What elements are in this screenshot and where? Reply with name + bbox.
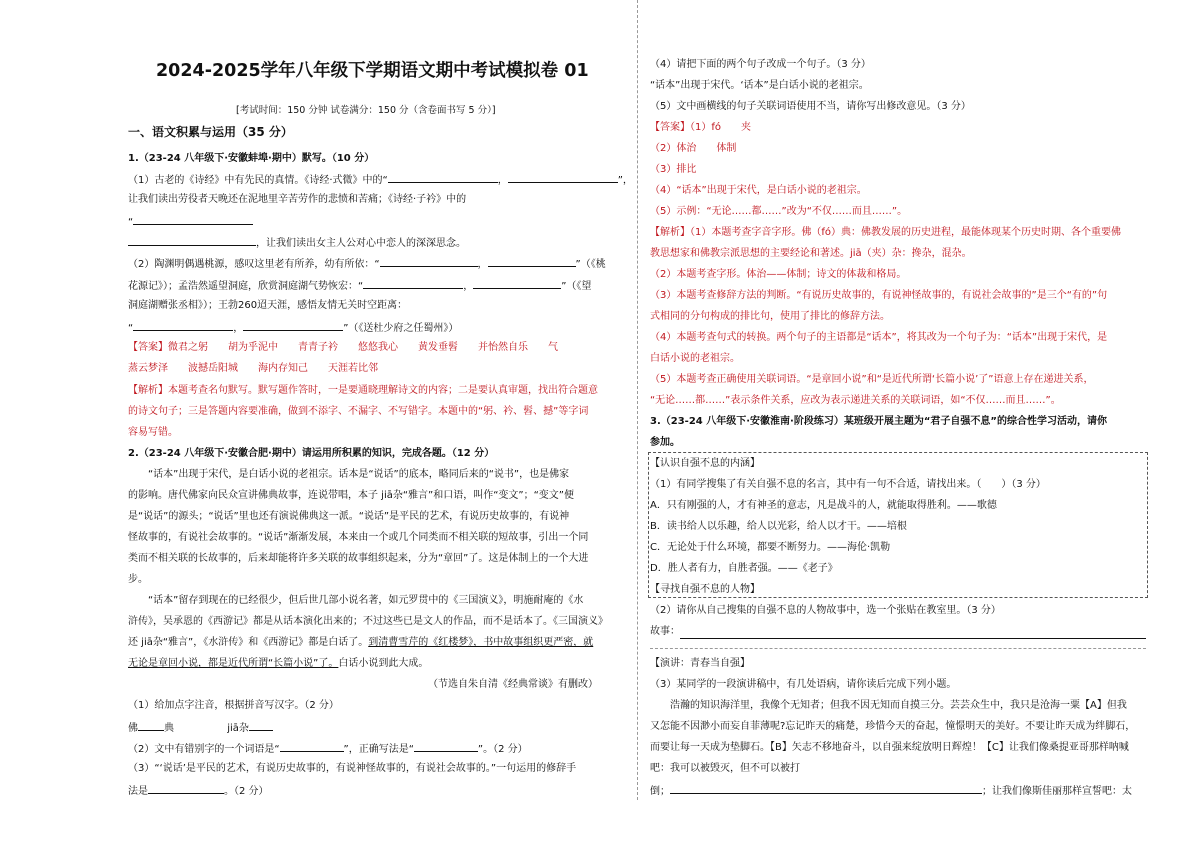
q1-line: （2）陶渊明偶遇桃源，感叹这里老有所养，幼有所依：“ ， ”（《桃 (128, 256, 606, 272)
q2-answer: （5）示例：“无论……都……”改为“不仅……而且……”。 (650, 206, 908, 217)
q1-line: “ (128, 214, 253, 230)
q3-sub3: （3）某同学的一段演讲稿中，有几处语病，请你读后完成下列小题。 (650, 679, 957, 690)
passage-line: “话本”留存到现在的已经很少，但后世几部小说名著，如元罗贯中的《三国演义》，明施耐庵的《水 (148, 595, 584, 606)
q1-line: 让我们读出劳役者天晚还在泥地里辛苦劳作的悲愤和苦痛；《诗经·子衿》中的 (128, 194, 467, 205)
passage-source: （节选自朱自清《经典常谈》有删改） (428, 679, 598, 690)
exam-info: [考试时间：150 分钟 试卷满分：150 分（含卷面书写 5 分）] (236, 105, 496, 116)
q2-sub1: （1）给加点字注音，根据拼音写汉字。（2 分） (128, 700, 339, 711)
q2-sub2: （2）文中有错别字的一个词语是“ ”，正确写法是“ ”。（2 分） (128, 741, 528, 757)
passage-line: 是“说话”的源头；“说话”里也还有演说佛典这一派。“说话”是平民的艺术，有说历史故事的，有说神 (128, 511, 570, 522)
speech-line: 而要让每一天成为垫脚石。【B】矢志不移地奋斗，以自强来绽放明日辉煌！【C】让我们像桑提亚哥那样呐喊 (650, 742, 1129, 753)
question-2-heading: 2.（23-24 八年级下·安徽合肥·期中）请运用所积累的知识，完成各题。（12 分） (128, 448, 495, 459)
passage-line: 浒传》，吴承恩的《西游记》都是从话本演化出来的；不过这些已是文人的作品，而不是话本了。《三国演义》 (128, 616, 608, 627)
speech-line: 倒； ；让我们像斯佳丽那样宣誓吧：太 (650, 783, 1132, 799)
q1-analysis: 容易写错。 (128, 427, 178, 438)
passage-line: 的影响。唐代佛家向民众宣讲佛典故事，连说带唱，本子 jiā杂“雅言”和口语，叫作“变文”；“变文”便 (128, 490, 574, 501)
q2-sub3: （3）“‘说话’是平民的艺术，有说历史故事的，有说神怪故事的，有说社会故事的。”一句运用的修辞手 (128, 763, 577, 774)
q1-answer: 【答案】微君之躬 胡为乎泥中 青青子衿 悠悠我心 黄发垂髫 并怡然自乐 气 (128, 342, 558, 353)
page-title: 2024-2025学年八年级下学期语文期中考试模拟卷 01 (156, 61, 589, 81)
q1-analysis: 【解析】本题考查名句默写。默写题作答时，一是要通晓理解诗文的内容；二是要认真审题，找出符合题意 (128, 385, 598, 396)
q2-analysis: 白话小说的老祖宗。 (650, 353, 740, 364)
q2-sub3: 法是 。（2 分） (128, 783, 269, 799)
q2-analysis: 式相同的分句构成的排比句，使用了排比的修辞方法。 (650, 311, 890, 322)
option-c: C．无论处于什么环境，都要不断努力。——海伦·凯勒 (650, 542, 891, 553)
q1-answer: 蒸云梦泽 波撼岳阳城 海内存知己 天涯若比邻 (128, 363, 378, 374)
question-1-heading: 1.（23-24 八年级下·安徽蚌埠·期中）默写。（10 分） (128, 153, 375, 164)
q2-answer: （2）体治 体制 (650, 143, 737, 154)
question-3-heading: 3.（23-24 八年级下·安徽淮南·阶段练习）某班级开展主题为“君子自强不息”的综合性学习活动，请你 (650, 416, 1107, 427)
speech-line: 吧：我可以被毁灭，但不可以被打 (650, 763, 800, 774)
story-line (680, 638, 1146, 639)
activity-heading: 【寻找自强不息的人物】 (650, 584, 760, 595)
passage-line: 还 jiā杂“雅言”，《水浒传》和《西游记》都是白话了。到清曹雪芹的《红楼梦》，书中故事组织更严密，就 (128, 637, 594, 648)
q2-answer: （3）排比 (650, 164, 697, 175)
q2-analysis: “无论……都……”表示条件关系，应改为表示递进关系的关联词语，如“不仅……而且……”。 (650, 395, 1061, 406)
option-a: A．只有刚强的人，才有神圣的意志，凡是战斗的人，就能取得胜利。——歌德 (650, 500, 997, 511)
column-divider (637, 0, 639, 800)
q1-analysis: 的诗文句子；三是答题内容要准确，做到不添字、不漏字、不写错字。本题中的“躬、衿、髫、撼”等字词 (128, 406, 589, 417)
passage-line: 类而不相关联的长故事的，后来却能将许多关联的故事组织起来，分为“章回”了。这是体制上的一个大进 (128, 553, 589, 564)
q3-sub2: （2）请你从自己搜集的自强不息的人物故事中，选一个张贴在教室里。（3 分） (650, 605, 1001, 616)
q1-line: “ ， ”（《送杜少府之任蜀州》） (128, 320, 458, 336)
q2-sub1-blanks: 佛 典 jiā杂 (128, 720, 273, 736)
q2-sub4: （4）请把下面的两个句子改成一个句子。（3 分） (650, 59, 871, 70)
q2-analysis: （4）本题考查句式的转换。两个句子的主语都是“话本”，将其改为一个句子为：“话本”出现于宋代，是 (650, 332, 1108, 343)
passage-line: 无论是章回小说，都是近代所谓“长篇小说”了。白话小说到此大成。 (128, 658, 429, 669)
q2-analysis: （5）本题考查正确使用关联词语。“是章回小说”和“是近代所谓‘长篇小说’了”语意上存在递进关系， (650, 374, 1094, 385)
q2-analysis: （3）本题考查修辞方法的判断。“有说历史故事的，有说神怪故事的，有说社会故事的”是三个“有的”句 (650, 290, 1108, 301)
speech-line: 浩瀚的知识海洋里，我像个无知者；但我不因无知而自摸三分。芸芸众生中，我只是沧海一粟【A】但我 (670, 700, 1127, 711)
q1-line: 洞庭湖赠张丞相》）；王勃260迢天涯，感悟友情无关时空距离： (128, 300, 408, 311)
section-heading: 一、语文积累与运用（35 分） (128, 125, 293, 139)
q1-line: ，让我们读出女主人公对心中恋人的深深思念。 (128, 235, 466, 251)
question-3-heading: 参加。 (650, 437, 680, 448)
option-d: D．胜人者有力，自胜者强。——《老子》 (650, 563, 838, 574)
q2-answer: 【答案】（1）fó 夹 (650, 122, 752, 133)
separator (650, 648, 1146, 649)
speech-line: 又怎能不因渺小而妄自菲薄呢?忘记昨天的痛楚，珍惜今天的奋起，憧憬明天的美好。不要让昨天成为绊脚石， (650, 721, 1136, 732)
q1-line: 花源记》）；孟浩然遥望洞庭，欣赏洞庭湖气势恢宏：“ ， ”（《望 (128, 278, 591, 294)
q2-analysis: （2）本题考查字形。体治——体制；诗文的体裁和格局。 (650, 269, 907, 280)
q2-sub4-text: “话本”出现于宋代。‘话本”是白话小说的老祖宗。 (650, 80, 869, 91)
passage-line: 怪故事的，有说社会故事的。“说话”渐渐发展，本来由一个或几个同类而不相关联的短故事，引出一个同 (128, 532, 589, 543)
activity-heading: 【认识自强不息的内涵】 (650, 458, 760, 469)
activity-heading: 【演讲：青春当自强】 (650, 658, 750, 669)
passage-line: 步。 (128, 574, 148, 585)
q2-sub5: （5）文中画横线的句子关联词语使用不当，请你写出修改意见。（3 分） (650, 101, 971, 112)
q3-sub1: （1）有同学搜集了有关自强不息的名言，其中有一句不合适，请找出来。（ ）（3 分） (650, 479, 1046, 490)
passage-line: “话本”出现于宋代，是白话小说的老祖宗。话本是“说话”的底本，略同后来的“说书”，也是佛家 (148, 469, 570, 480)
q2-answer: （4）“话本”出现于宋代，是白话小说的老祖宗。 (650, 185, 867, 196)
q1-line: （1）古老的《诗经》中有先民的真情。《诗经·式微》中的“ ， ”， (128, 172, 633, 188)
story-label: 故事： (650, 626, 680, 637)
option-b: B．读书给人以乐趣，给人以光彩，给人以才干。——培根 (650, 521, 907, 532)
q2-analysis: 教思想家和佛教宗派思想的主要经论和著述。jiā（夹）杂：搀杂，混杂。 (650, 248, 972, 259)
q2-analysis: 【解析】（1）本题考查字音字形。佛（fó）典：佛教发展的历史进程，最能体现某个历史时期、各个重要佛 (650, 227, 1122, 238)
